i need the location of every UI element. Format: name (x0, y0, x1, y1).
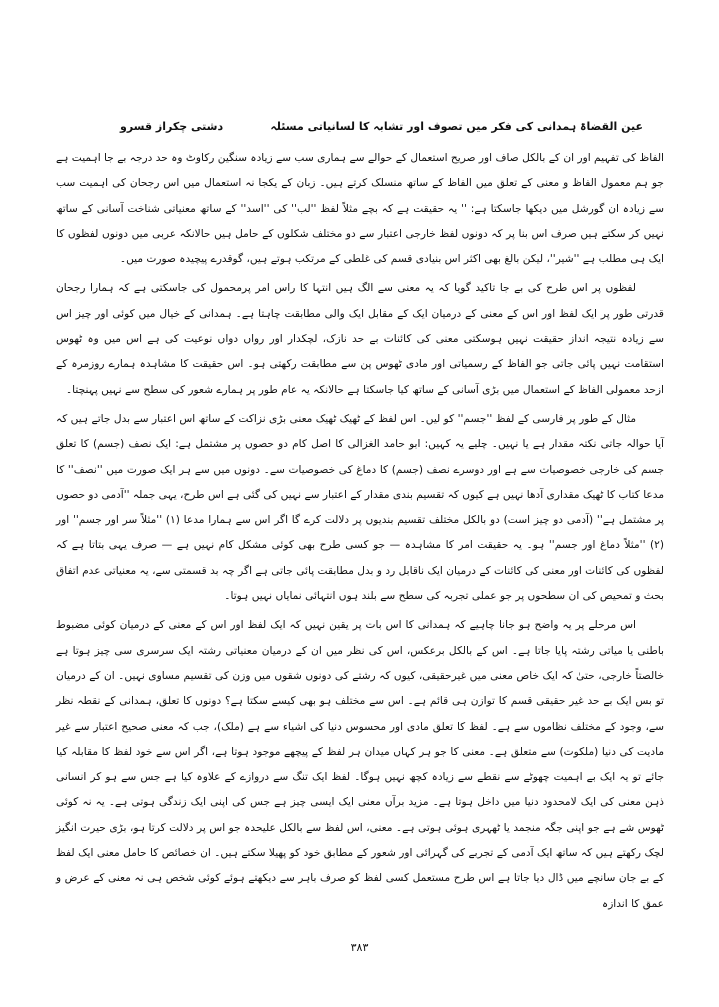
page-number: ۳۸۳ (350, 941, 369, 954)
paragraph-2: لفظوں پر اس طرح کی بے جا تاکید گویا کہ یہ معنی سے الگ ہیں انتہا کا راس امر پرمحمول کی جاسکتی ہے کہ ہمارا رجحان قدرتی طور پر ایک لفظ اور اس کے معنی کے درمیان ایک کے مقابل ایک والی مطابقت چاہتا ہے۔ ہمدانی کے خیال میں کوئی اور چیز اس سے زیادہ نتیجہ انداز حقیقت نہیں ہوسکتی معنی کی کائنات بے حد نازک، لچکدار اور رواں دواں نوعیت کی ہے اس میں وہ ٹھوس استقامت نہیں پائی جاتی جو الفاظ کے رسمیاتی اور مادی ٹھوس پن سے مطابقت رکھتی ہو۔ اس حقیقت کا مشاہدہ ہمارے روزمرہ کے ازحد معمولی الفاظ کے استعمال میں بڑی آسانی کے ساتھ کیا جاسکتا ہے حالانکہ یہ عام طور پر ہمارے شعور کی سطح سے نہیں پہنچتا۔ (56, 282, 664, 396)
paragraph-1: الفاظ کی تفہیم اور ان کے بالکل صاف اور صریح استعمال کے حوالے سے ہماری سب سے زیادہ سنگین رکاوٹ وہ حد درجہ بے جا اہمیت ہے جو ہم معمول الفاظ و معنی کے تعلق میں الفاظ کے ساتھ منسلک کرتے ہیں۔ زبان کے یکجا نہ استعمال میں اس رجحان کی اہمیت سب سے زیادہ ان گورشل میں دیکھا جاسکتا ہے: '' یہ حقیقت ہے کہ بچے مثلاً لفظ ''لب'' کی ''اسد'' کے ساتھ معنیاتی شناخت آسانی کے ساتھ نہیں کر سکتے ہیں صرف اس بنا پر کہ دونوں لفظ خارجی اعتبار سے دو مختلف شکلوں کے حامل ہیں حالانکہ عربی میں دونوں لفظوں کا ایک ہی مطلب ہے ''شیر''، لیکن بالغ بھی اکثر اس بنیادی قسم کی غلطی کے مرتکب ہوتے ہیں، گوقدرے پیچیدہ صورت میں۔ (56, 152, 664, 266)
paragraph-3: مثال کے طور پر فارسی کے لفظ ''جسم'' کو لیں۔ اس لفظ کے ٹھیک ٹھیک معنی بڑی نزاکت کے ساتھ اس اعتبار سے بدل جاتے ہیں کہ آیا حوالہ جاتی نکتہ مقدار ہے یا نہیں۔ چلیے یہ کہیں: ابو حامد الغزالی کا اصل کام دو حصوں پر مشتمل ہے: ایک نصف (جسم) کا تعلق جسم کی خارجی خصوصیات سے ہے اور دوسرے نصف (جسم) کا دماغ کی خصوصیات سے۔ دونوں میں سے ہر ایک صورت میں ''نصف'' کا مدعا کتاب کا ٹھیک مقداری آدھا نہیں ہے کیوں کہ تقسیم بندی مقدار کے اعتبار سے نہیں کی گئی ہے اس طرح، یہی جملہ ''آدمی دو حصوں پر مشتمل ہے'' (آدمی دو چیز است) دو بالکل مختلف تقسیم بندیوں پر دلالت کرے گا اگر اس سے ہمارا مدعا (۱) ''مثلاً سر اور جسم'' اور (۲) ''مثلاً دماغ اور جسم'' ہو۔ یہ حقیقت امر کا مشاہدہ — جو کسی طرح بھی کوئی مشکل کام نہیں ہے — صرف یہی بتاتا ہے کہ لفظوں کی کائنات اور معنی کی کائنات کے درمیان ایک ناقابل رد و بدل مطابقت پائی جاتی ہے اگر چہ بد قسمتی سے، یہ معنیاتی عدم اتفاق بحث و تمحیص کی ان سطحوں پر جو عملی تجربہ کی سطح سے بلند ہوں انتہائی نمایاں نہیں ہوتا۔ (56, 412, 664, 603)
running-author: دشتی چکراز قسرو (120, 120, 224, 133)
paragraph-4: اس مرحلے پر یہ واضح ہو جانا چاہیے کہ ہمدانی کا اس بات پر یقین نہیں کہ ایک لفظ اور اس کے معنی کے درمیان کوئی مضبوط باطنی یا میاتی رشتہ پایا جاتا ہے۔ اس کے بالکل برعکس، اس کی نظر میں ان کے درمیان معنیاتی رشتہ ایک سرسری سی چیز ہوتا ہے خالصتاً خارجی، حتیٰ کہ ایک خاص معنی میں غیرحقیقی، کیوں کہ رشتے کی دونوں شقوں میں وزن کی تقسیم مساوی نہیں۔ ان کے درمیان تو بس ایک بے حد غیر حقیقی قسم کا توازن ہی قائم ہے۔ اس سے مختلف ہو بھی کیسے سکتا ہے؟ دونوں کا تعلق، ہمدانی کے نقطہ نظر سے، وجود کے مختلف نظاموں سے ہے۔ لفظ کا تعلق مادی اور محسوس دنیا کی اشیاء سے ہے (ملک)، جب کہ معنی صحیح اعتبار سے غیر مادیت کی دنیا (ملکوت) سے متعلق ہے۔ معنی کا جو ہر کہاں میدان ہر لفظ کے پیچھے موجود ہوتا ہے، اگر اس سے خود لفظ کا مقابلہ کیا جائے تو یہ ایک بے اہمیت چھوٹے سے نقطے سے زیادہ کچھ نہیں ہوگا۔ لفظ ایک تنگ سے دروازے کے علاوہ کیا ہے جس سے ہو کر انسانی ذہن معنی کی ایک لامحدود دنیا میں داخل ہوتا ہے۔ مزید برآں معنی ایک ایسی چیز ہے جس کی اپنی ایک زندگی ہوتی ہے۔ یہ نہ کوئی ٹھوس شے ہے جو اپنی جگہ منجمد یا ٹھہری ہوئی ہوتی ہے۔ معنی، اس لفظ سے بالکل علیحدہ جو اس پر دلالت کرتا ہو، بڑی حیرت انگیز لچک رکھتے ہیں کہ ساتھ ایک آدمی کے تجربے کی گہرائی اور شعور کے مطابق خود کو پھیلا سکتے ہیں۔ ان خصائص کا حامل معنی ایک لفظ کے بے جان سانچے میں ڈال دیا جاتا ہے اس طرح مستعمل کسی لفظ کو صرف باہر سے دیکھتے ہوئے کوئی شخص ہی نہ معنی کے عرض و عمق کا اندازہ (56, 619, 664, 910)
running-title: عین القضاۃ ہمدانی کی فکر میں تصوف اور تشابہ کا لسانیاتی مسئلہ (270, 120, 643, 133)
body-text (56, 146, 664, 921)
